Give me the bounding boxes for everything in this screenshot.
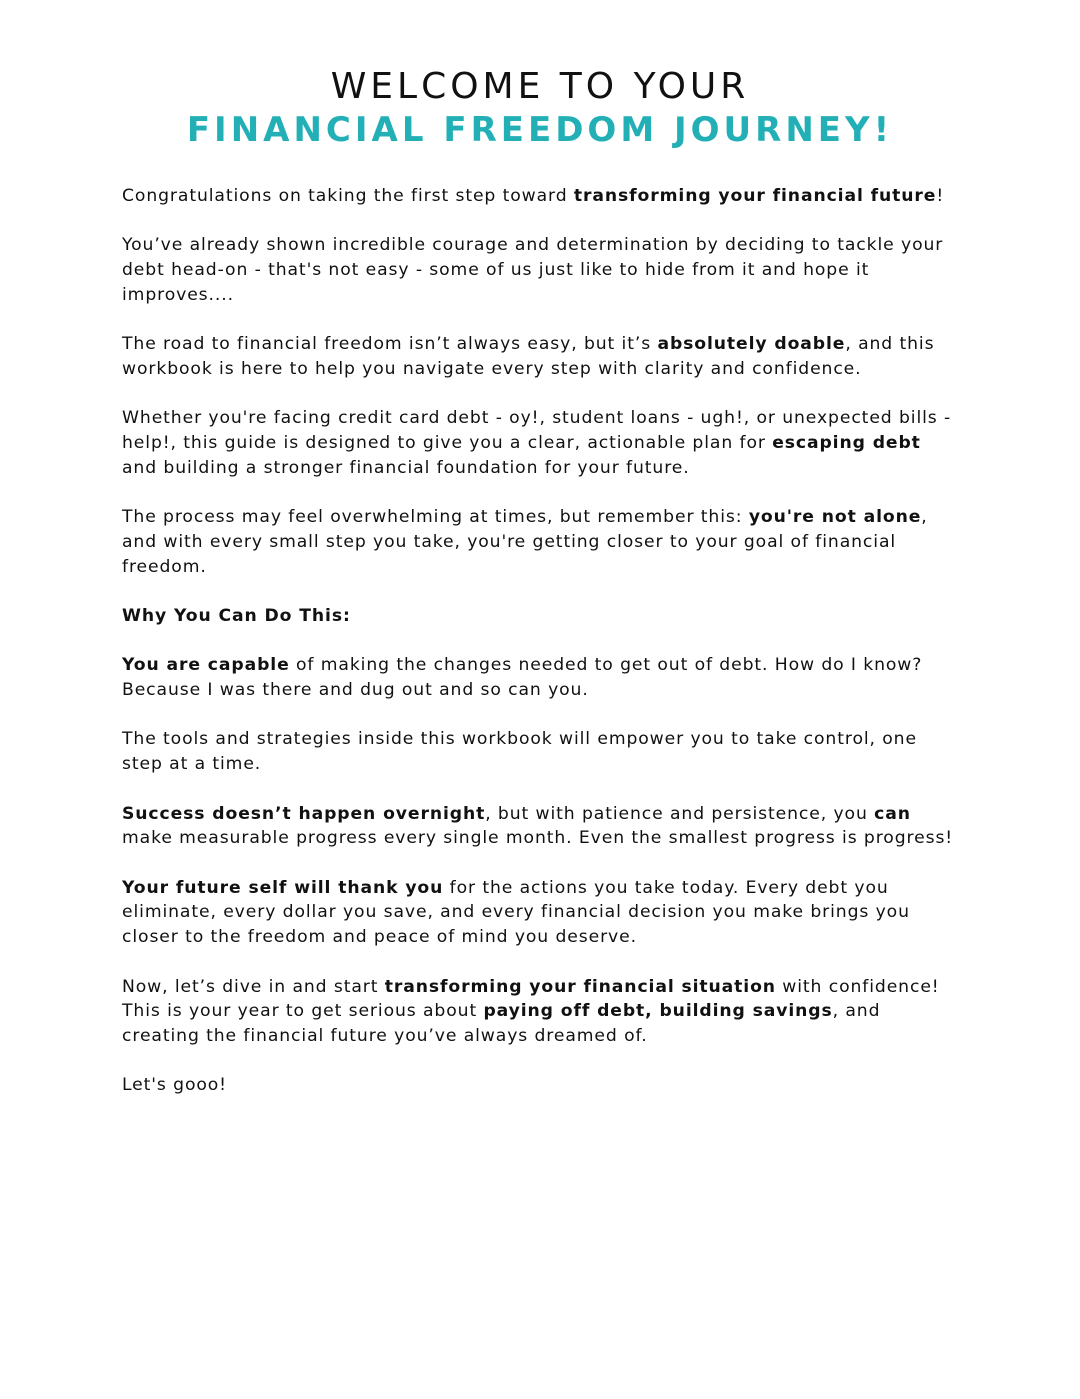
bold-text: absolutely doable	[657, 334, 846, 355]
text-run: with confidence! This is your year to get serious about	[122, 976, 940, 1022]
paragraph	[122, 332, 962, 382]
page-header	[0, 64, 1080, 150]
text-run: Whether you're facing credit card debt - oy!, student loans - ugh!, or unexpected bills - help!, this guide is designed to give you a clear, actionable plan for	[122, 408, 952, 454]
body-text	[122, 184, 962, 1123]
text-run: , and creating the financial future you’ve always dreamed of.	[122, 1001, 881, 1047]
text-run: and building a stronger financial foundation for your future.	[122, 457, 690, 478]
text-run: The tools and strategies inside this workbook will empower you to take control, one step at a time.	[122, 729, 917, 775]
text-run: The process may feel overwhelming at times, but remember this:	[122, 507, 749, 528]
text-run: The road to financial freedom isn’t always easy, but it’s	[122, 334, 658, 355]
paragraph	[122, 653, 962, 703]
bold-text: Success doesn’t happen overnight	[122, 803, 486, 824]
page-title-line-1: WELCOME TO YOUR	[330, 66, 750, 107]
text-run: for the actions you take today. Every debt you eliminate, every dollar you save, and every financial decision you make brings you closer to the freedom and peace of mind you deserve.	[122, 877, 910, 948]
page-title-line-2: FINANCIAL FREEDOM JOURNEY!	[186, 110, 894, 150]
paragraph	[122, 727, 962, 777]
text-run: , and this workbook is here to help you navigate every step with clarity and confidence.	[122, 334, 935, 379]
text-run: Now, let’s dive in and start	[122, 976, 385, 997]
bold-text: escaping debt	[772, 433, 921, 454]
paragraph	[122, 1073, 962, 1098]
text-run: , but with patience and persistence, you	[485, 803, 875, 824]
bold-text: Your future self will thank you	[122, 877, 444, 898]
text-run: !	[936, 186, 945, 206]
bold-text: you're not alone	[748, 507, 922, 528]
paragraph	[122, 604, 962, 629]
text-run: Congratulations on taking the first step toward	[122, 186, 574, 206]
paragraph	[122, 406, 962, 480]
bold-text: can	[874, 803, 911, 824]
bold-text: transforming your financial situation	[384, 976, 776, 997]
bold-text: paying off debt, building savings	[483, 1001, 833, 1022]
text-run: You’ve already shown incredible courage and determination by deciding to tackle your debt head-on - that's not easy - some of us just like to hide from it and hope it improves....	[122, 235, 944, 305]
paragraph	[122, 975, 962, 1049]
paragraph	[122, 802, 962, 852]
paragraph	[122, 876, 962, 950]
text-run: make measurable progress every single month. Even the smallest progress is progress!	[122, 828, 954, 849]
text-run: Let's gooo!	[122, 1075, 227, 1096]
text-run: of making the changes needed to get out of debt. How do I know? Because I was there and dug out and so can you.	[122, 655, 923, 701]
paragraph	[122, 233, 962, 307]
paragraph	[122, 505, 962, 579]
paragraph	[122, 184, 962, 209]
bold-text: transforming your financial future	[573, 186, 937, 206]
bold-text: You are capable	[122, 655, 290, 676]
text-run: , and with every small step you take, you're getting closer to your goal of financial freedom.	[122, 507, 928, 577]
bold-text: Why You Can Do This:	[122, 606, 351, 627]
